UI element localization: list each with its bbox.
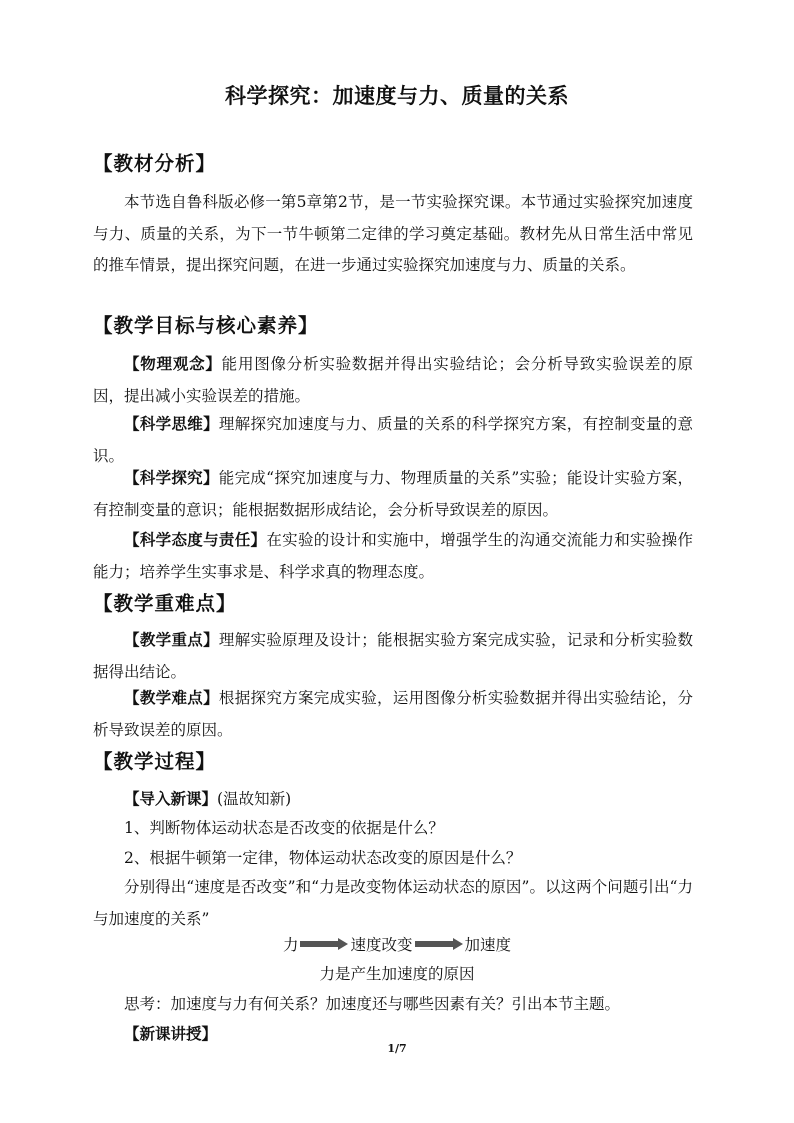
goal-text: 在实验的设计和实施中，增强学生的沟通交流能力和实验操作能力；培养学生实事求是、科学求真的物理态度。 [93,531,693,581]
goal-text: 能完成“探究加速度与力、物理质量的关系”实验；能设计实验方案，有控制变量的意识；能根据数据形成结论，会分析导致误差的原因。 [93,469,693,519]
keypoint-item-difficulty [93,682,693,746]
intro-conclusion: 分别得出“速度是否改变”和“力是改变物体运动状态的原因”。以这两个问题引出“力与加速度的关系” [93,878,693,928]
question-2: 2、根据牛顿第一定律，物体运动状态改变的原因是什么？ [124,849,522,867]
concept-flow [0,930,794,958]
think-line: 思考：加速度与力有何关系？加速度还与哪些因素有关？引出本节主题。 [124,995,621,1013]
keypoint-label: 【教学难点】 [124,688,219,707]
goal-label: 【科学探究】 [124,468,219,487]
goal-item-scientific-inquiry [93,462,693,526]
right-arrow-icon [300,940,348,948]
section-heading-keypoints: 【教学重难点】 [93,592,237,615]
section-heading-process: 【教学过程】 [93,750,217,773]
goal-label: 【物理观念】 [124,354,222,373]
intro-note: (温故知新) [217,790,292,808]
right-arrow-icon [415,940,463,948]
goal-label: 【科学思维】 [124,414,219,433]
flow-node-acceleration: 加速度 [464,936,512,954]
keypoint-label: 【教学重点】 [124,630,219,649]
new-lesson-label: 【新课讲授】 [124,1024,218,1043]
flow-node-velocity-change: 速度改变 [350,936,413,954]
keypoint-item-focus [93,624,693,688]
intro-label: 【导入新课】 [124,789,218,808]
goal-item-physics-concept [93,348,693,412]
intro-line [124,783,291,815]
section-heading-analysis: 【教材分析】 [93,152,217,175]
page-title: 科学探究：加速度与力、质量的关系 [225,83,569,108]
analysis-paragraph: 本节选自鲁科版必修一第5章第2节，是一节实验探究课。本节通过实验探究加速度与力、质量的关系，为下一节牛顿第二定律的学习奠定基础。教材先从日常生活中常见的推车情景，提出探究问题，在进一步通过实验探究加速度与力、质量的关系。 [93,193,693,274]
keypoint-text: 根据探究方案完成实验，运用图像分析实验数据并得出实验结论，分析导致误差的原因。 [93,689,693,739]
keypoint-text: 理解实验原理及设计；能根据实验方案完成实验，记录和分析实验数据得出结论。 [93,631,693,681]
page-number: 1/7 [387,1042,407,1055]
question-1: 1、判断物体运动状态是否改变的依据是什么？ [124,819,444,837]
flow-node-force: 力 [282,936,299,954]
section-heading-goals: 【教学目标与核心素养】 [93,314,319,337]
flow-caption: 力是产生加速度的原因 [319,965,475,983]
goal-label: 【科学态度与责任】 [124,530,267,549]
goal-item-attitude-responsibility [93,524,693,588]
goal-text: 理解探究加速度与力、质量的关系的科学探究方案，有控制变量的意识。 [93,415,693,465]
goal-text: 能用图像分析实验数据并得出实验结论；会分析导致实验误差的原因，提出减小实验误差的措施。 [93,355,693,405]
